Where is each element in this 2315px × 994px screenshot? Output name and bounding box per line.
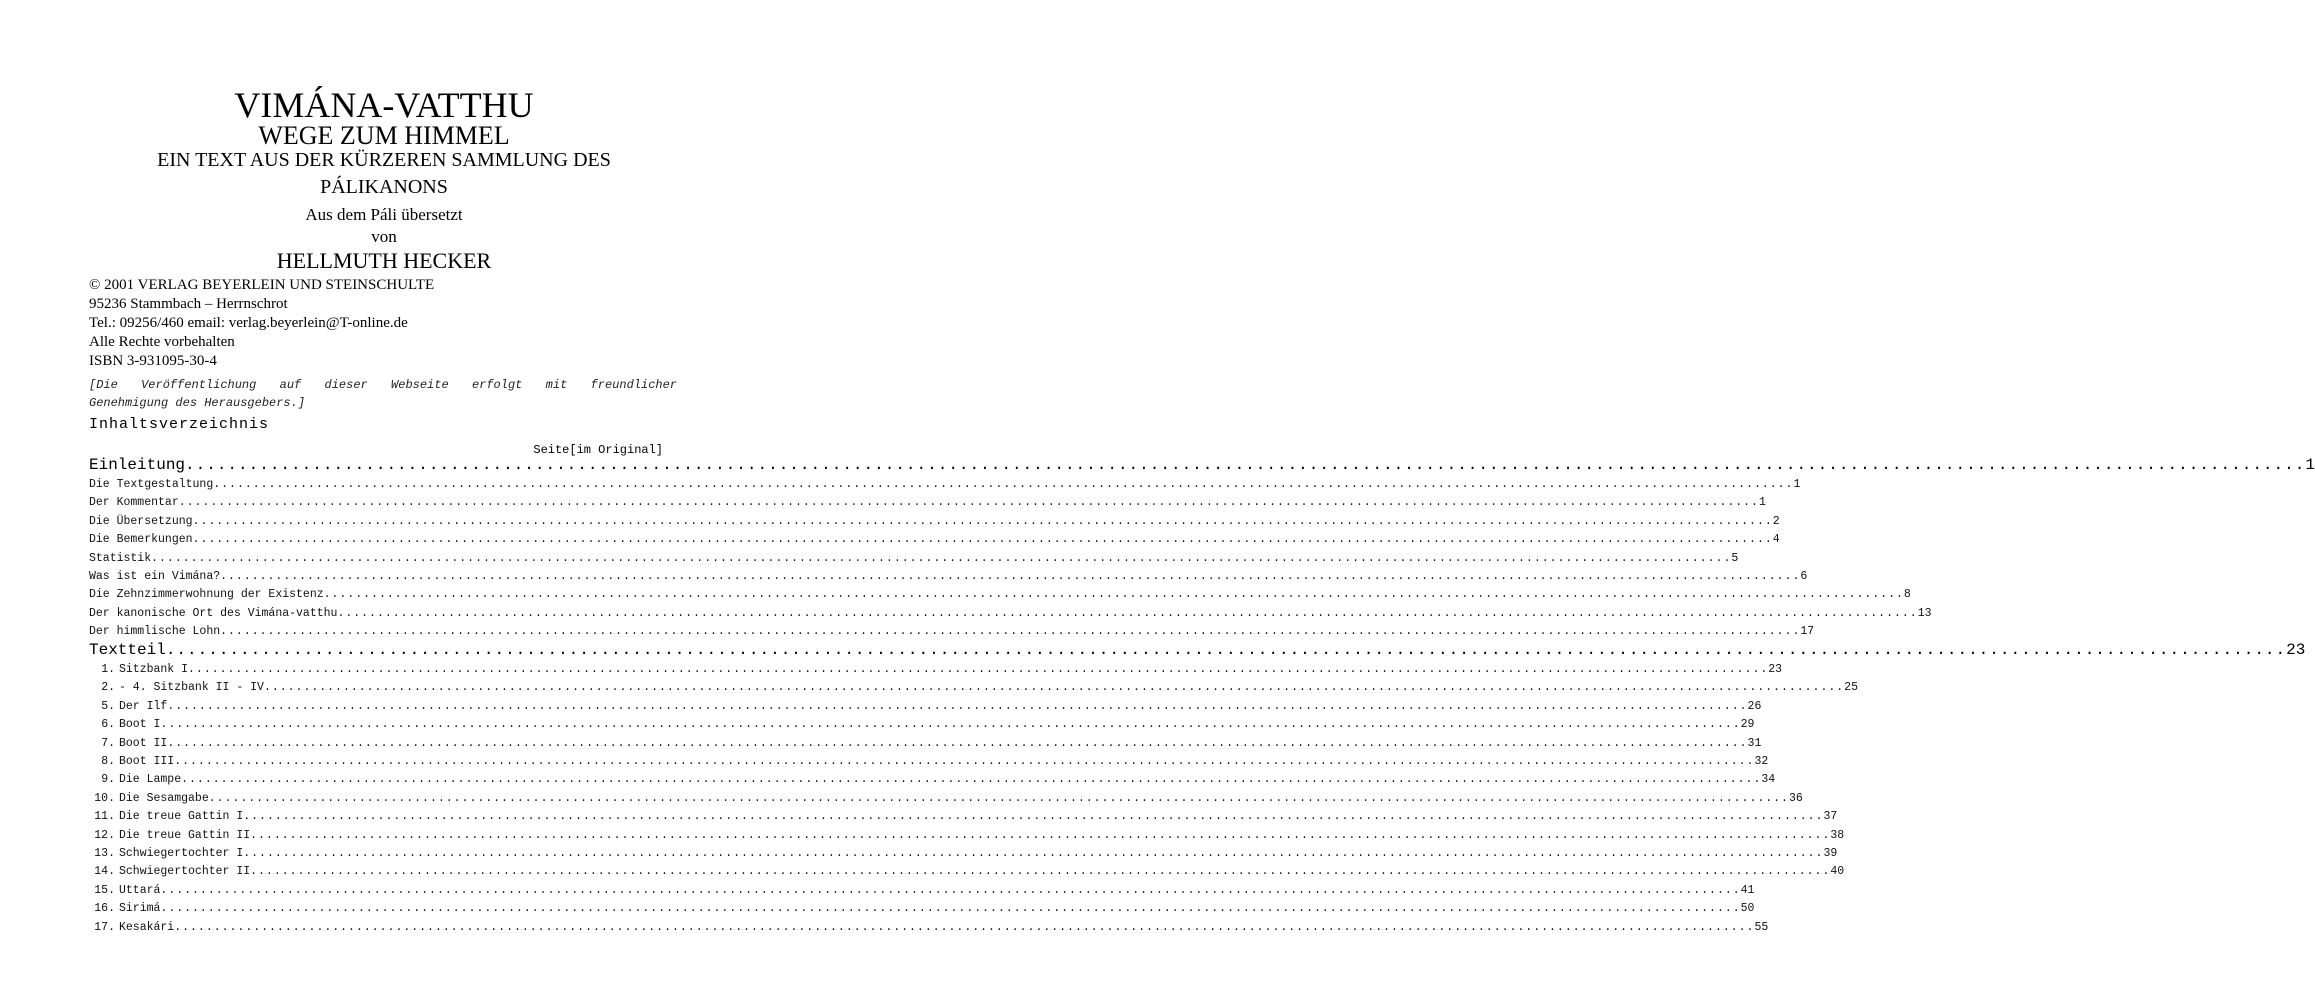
dot-leader: ........................................................................................................................................................................................................ <box>167 736 1748 750</box>
imprint-contact: Tel.: 09256/460 email: verlag.beyerlein@T-online.de <box>89 315 408 331</box>
toc-entry-label: Die Lampe <box>119 773 182 787</box>
dot-leader: ........................................................................................................................................................................................................ <box>323 588 1904 602</box>
description-line-1: EIN TEXT AUS DER KÜRZEREN SAMMLUNG DES <box>157 149 611 171</box>
toc-entry-label: Die Sesamgabe <box>119 791 209 805</box>
toc-heading: Inhaltsverzeichnis <box>89 416 270 433</box>
note-word: Veröffentlichung <box>141 378 257 392</box>
toc-entry-label: Boot II <box>119 736 168 750</box>
toc-section-heading[interactable] <box>89 641 2306 659</box>
toc-entry-number: 15. <box>94 883 115 897</box>
dot-leader: ........................................................................................................................................................................................................ <box>188 663 1769 676</box>
toc-entry[interactable] <box>89 808 1838 826</box>
permission-note <box>89 376 677 412</box>
toc-section-page: 1 <box>2305 456 2315 474</box>
toc-section-heading[interactable] <box>89 456 2315 474</box>
dot-leader: ........................................................................................................................................................................................................ <box>160 883 1741 897</box>
toc-entry-page: 31 <box>1747 736 1762 750</box>
toc-entry[interactable] <box>89 476 1801 494</box>
toc-entry-number: 1. <box>101 663 115 676</box>
toc-entry[interactable] <box>89 586 1911 604</box>
dot-leader: ........................................................................................................................................................................................................ <box>192 514 1773 528</box>
toc-entry[interactable] <box>89 900 1755 918</box>
toc-entry-label: Schwiegertochter I <box>119 847 244 860</box>
toc-entry-page: 1 <box>1758 496 1766 510</box>
author-name: HELLMUTH HECKER <box>276 248 492 273</box>
toc-entry-label: Was ist ein Vimána? <box>89 570 221 583</box>
toc-entry[interactable] <box>89 531 1780 549</box>
toc-entry[interactable] <box>89 623 1815 641</box>
toc-entry-page: 6 <box>1800 570 1808 583</box>
toc-entry-page: 1 <box>1793 478 1801 491</box>
toc-entry[interactable] <box>89 494 1766 512</box>
toc-entry-label: Die Bemerkungen <box>89 533 193 547</box>
toc-entry-number: 17. <box>94 920 115 934</box>
toc-section-title: Textteil <box>89 641 166 659</box>
dot-leader: ........................................................................................................................................................................................................ <box>337 606 1918 620</box>
toc-entry-page: 4 <box>1772 533 1780 547</box>
toc-entry-page: 13 <box>1917 606 1932 620</box>
toc-entry-number: 6. <box>101 718 115 732</box>
dot-leader: ........................................................................................................................................................................................................ <box>165 641 2287 659</box>
dot-leader: ........................................................................................................................................................................................................ <box>243 810 1824 824</box>
dot-leader: ........................................................................................................................................................................................................ <box>208 791 1789 805</box>
toc-entry-page: 32 <box>1754 755 1769 768</box>
toc-entry-number: 7. <box>101 736 115 750</box>
note-word: erfolgt <box>471 378 523 392</box>
toc-entry-label: Der himmlische Lohn <box>89 625 221 639</box>
imprint-rights: Alle Rechte vorbehalten <box>89 334 235 350</box>
toc-entry[interactable] <box>89 568 1808 586</box>
permission-note-line-2: Genehmigung des Herausgebers.] <box>89 396 306 410</box>
toc-entry-label: Uttará <box>119 883 161 897</box>
imprint-copyright: © 2001 VERLAG BEYERLEIN UND STEINSCHULTE <box>89 277 435 293</box>
dot-leader: ........................................................................................................................................................................................................ <box>160 718 1741 732</box>
dot-leader: ........................................................................................................................................................................................................ <box>243 847 1824 860</box>
toc-entry[interactable] <box>89 735 1762 753</box>
dot-leader: ........................................................................................................................................................................................................ <box>250 828 1831 842</box>
toc-entry-page: 5 <box>1731 551 1739 565</box>
toc-entry-label: Die Zehnzimmerwohnung der Existenz <box>89 588 324 602</box>
translation-line-1: Aus dem Páli übersetzt <box>305 205 463 224</box>
dot-leader: ........................................................................................................................................................................................................ <box>160 902 1741 916</box>
toc-entry[interactable] <box>89 863 1845 881</box>
page-column-label: Seite[im Original] <box>533 443 663 457</box>
toc-entry-number: 8. <box>101 755 115 768</box>
dot-leader: ........................................................................................................................................................................................................ <box>174 755 1755 768</box>
toc-entry-page: 36 <box>1788 791 1803 805</box>
toc-entry[interactable] <box>89 550 1739 568</box>
toc-entry-number: 13. <box>94 847 115 860</box>
toc-entry[interactable] <box>89 661 1783 679</box>
note-word: [Die <box>89 378 118 392</box>
toc-entry-number: 5. <box>101 699 115 713</box>
toc-entry-label: Die treue Gattin II <box>119 828 251 842</box>
toc-entry-page: 39 <box>1823 847 1838 860</box>
toc-entry[interactable] <box>89 882 1755 900</box>
toc-entry-label: Boot I <box>119 718 161 732</box>
dot-leader: ........................................................................................................................................................................................................ <box>220 570 1801 583</box>
toc-entry-page: 40 <box>1830 865 1845 879</box>
dot-leader: ........................................................................................................................................................................................................ <box>151 551 1732 565</box>
imprint-block <box>89 276 434 371</box>
description-line-2: PÁLIKANONS <box>320 176 448 198</box>
dot-leader: ........................................................................................................................................................................................................ <box>167 699 1748 713</box>
dot-leader: ........................................................................................................................................................................................................ <box>220 625 1801 639</box>
toc-entry[interactable] <box>89 919 1769 937</box>
dot-leader: ........................................................................................................................................................................................................ <box>250 865 1831 879</box>
imprint-address: 95236 Stammbach – Herrnschrot <box>89 296 288 312</box>
toc-entry[interactable] <box>89 698 1762 716</box>
dot-leader: ........................................................................................................................................................................................................ <box>185 456 2306 474</box>
toc-entry[interactable] <box>89 716 1755 734</box>
toc-entry[interactable] <box>89 790 1803 808</box>
toc-entry-page: 29 <box>1740 718 1755 732</box>
imprint-isbn: ISBN 3-931095-30-4 <box>89 353 217 369</box>
toc-entry-page: 55 <box>1754 920 1769 934</box>
toc-entry[interactable] <box>89 845 1838 863</box>
dot-leader: ........................................................................................................................................................................................................ <box>263 681 1845 695</box>
toc-entry-label: Boot III <box>119 755 175 768</box>
toc-entry-page: 23 <box>1768 663 1783 676</box>
toc-entry-label: Die Textgestaltung <box>89 478 214 491</box>
toc-entry-page: 50 <box>1740 902 1755 916</box>
document-title: VIMÁNA-VATTHU <box>234 85 534 125</box>
toc-entry-page: 26 <box>1747 699 1762 713</box>
toc-entry-number: 10. <box>94 791 115 805</box>
toc-entry-page: 17 <box>1800 625 1815 639</box>
toc-entry-label: Kesakári <box>119 920 175 934</box>
toc-section-page: 23 <box>2286 641 2306 659</box>
toc-entry-number: 14. <box>94 865 115 879</box>
toc-entry-page: 8 <box>1903 588 1911 602</box>
note-word: dieser <box>324 378 368 392</box>
toc-entry-number: 16. <box>94 902 115 916</box>
toc-entry-label: Der kanonische Ort des Vimána-vatthu <box>89 606 338 620</box>
toc-entry-number: 2. <box>101 681 115 695</box>
toc-entry[interactable] <box>89 753 1769 771</box>
toc-entry-page: 2 <box>1772 514 1780 528</box>
note-word: Webseite <box>391 378 449 392</box>
dot-leader: ........................................................................................................................................................................................................ <box>181 773 1762 787</box>
toc-entry-number: 11. <box>94 810 115 824</box>
dot-leader: ........................................................................................................................................................................................................ <box>192 533 1773 547</box>
toc-entry-label: Schwiegertochter II <box>119 865 251 879</box>
toc-entry-label: Der Ilf <box>119 699 168 713</box>
toc-entry-label: Sitzbank I <box>119 663 189 676</box>
toc-entry-page: 25 <box>1844 681 1858 695</box>
toc-entry-label: Sirimá <box>119 902 161 916</box>
toc-entry-label: Die treue Gattin I <box>119 810 244 824</box>
toc-entry-number: 9. <box>101 773 115 787</box>
translation-line-2: von <box>371 227 397 246</box>
toc-entry[interactable] <box>89 771 1776 789</box>
dot-leader: ........................................................................................................................................................................................................ <box>174 920 1755 934</box>
document-subtitle: WEGE ZUM HIMMEL <box>258 121 510 150</box>
permission-note-line-1 <box>89 376 677 394</box>
toc-entry-page: 41 <box>1740 883 1755 897</box>
toc-entry-label: - 4. Sitzbank II - IV <box>119 681 264 695</box>
toc-entry-label: Die Übersetzung <box>89 514 193 528</box>
note-word: mit <box>545 378 568 392</box>
toc-entry[interactable] <box>89 679 1858 697</box>
toc-entry-number: 12. <box>94 828 115 842</box>
dot-leader: ........................................................................................................................................................................................................ <box>178 496 1759 510</box>
toc-entry-label: Der Kommentar <box>89 496 179 510</box>
dot-leader: ........................................................................................................................................................................................................ <box>213 478 1794 491</box>
note-word: freundlicher <box>590 378 677 392</box>
toc-entry-label: Statistik <box>89 551 152 565</box>
toc-entry[interactable] <box>89 827 1845 845</box>
toc-entry-page: 38 <box>1830 828 1845 842</box>
toc-entry-page: 37 <box>1823 810 1838 824</box>
toc-entry-page: 34 <box>1761 773 1776 787</box>
note-word: auf <box>279 378 302 392</box>
toc-entry[interactable] <box>89 605 1932 623</box>
toc-entry[interactable] <box>89 513 1780 531</box>
toc-section-title: Einleitung <box>89 456 186 474</box>
